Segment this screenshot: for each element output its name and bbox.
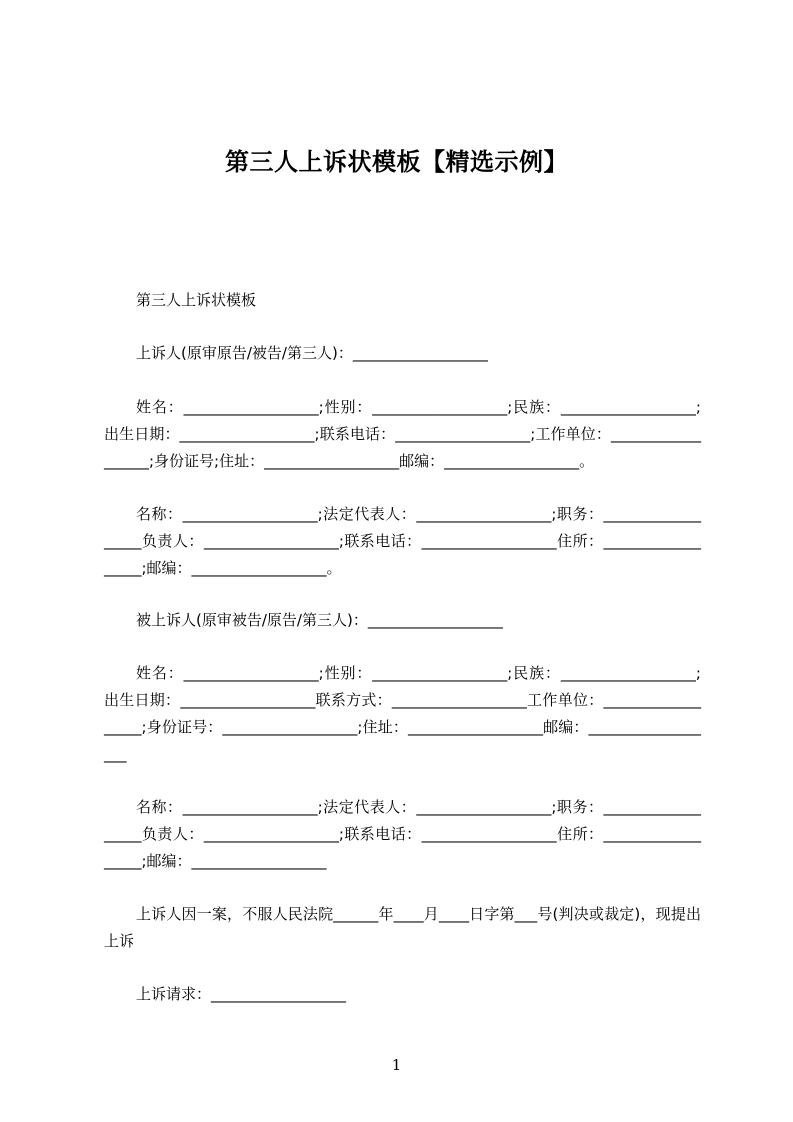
case-statement: 上诉人因一案，不服人民法院______年____月____日字第___号(判决或裁定)，现提出上诉 xyxy=(104,905,701,950)
document-title: 第三人上诉状模板【精选示例】 xyxy=(225,148,568,176)
appellant-org-fields: 名称：__________________;法定代表人：__________________;职务：__________________负责人：__________________;联系电话：__________________住所：__________________;邮编：__________________。 xyxy=(104,505,701,577)
appellant-person-fields: 姓名：__________________;性别：__________________;民族：__________________;出生日期：__________________;联系电话：__________________;工作单位：__________________;身份证号;住址：__________________邮编：__________________。 xyxy=(104,398,701,470)
section-heading: 第三人上诉状模板 xyxy=(136,291,257,309)
appellee-person-fields: 姓名：__________________;性别：__________________;民族：__________________;出生日期：__________________联系方式：__________________工作单位：__________________;身份证号：__________________;住址：__________________邮编：__________________ xyxy=(104,664,701,763)
appellee-label: 被上诉人(原审被告/原告/第三人)：__________________ xyxy=(136,611,503,629)
appellant-label: 上诉人(原审原告/被告/第三人)：__________________ xyxy=(136,344,488,362)
appellee-org-fields: 名称：__________________;法定代表人：__________________;职务：__________________负责人：__________________;联系电话：__________________住所：__________________;邮编：__________________ xyxy=(104,798,701,870)
appeal-request: 上诉请求：__________________ xyxy=(136,985,347,1003)
page-number: 1 xyxy=(391,1056,402,1074)
